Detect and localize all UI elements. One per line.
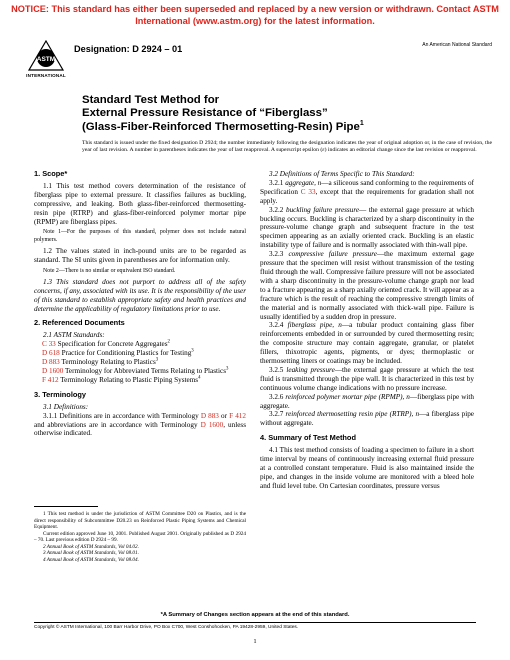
- footnote-3: 3 Annual Book of ASTM Standards, Vol 08.01.: [43, 550, 139, 556]
- section-2-1: 2.1 ASTM Standards:: [43, 331, 105, 340]
- page-number: 1: [253, 638, 257, 645]
- issuance-note: This standard is issued under the fixed designation D 2924; the number immediately following the designation indicates the year of original adoption or, in the case of revision, the year of last revision. A number in parentheses indicates the year of last reapproval. A superscript epsilon (ε) indicates an editorial change since the last revision or reapproval.: [82, 140, 492, 154]
- title-footnote-mark: 1: [359, 119, 364, 127]
- footnote-2: 2 Annual Book of ASTM Standards, Vol 04.02.: [43, 543, 139, 550]
- section-2-heading: 2. Referenced Documents: [34, 318, 125, 328]
- section-3-1-1: 3.1.1 Definitions are in accordance with Terminology D 883 or F 412 and abbreviations are in accordance with Terminology D 1600, unless otherwise indicated.: [34, 411, 246, 438]
- reference-item: D 1600 Terminology for Abbreviated Terms Relating to Plastics$^3$: [42, 366, 229, 376]
- section-1-1: 1.1 This test method covers determination of the resistance of fiberglass pipe to external pressure. It classifies failures as buckling, compressive, and leaking. Both glass-fiber-reinforced thermosetting-resin pipe (RTRP) and glass-fiber-reinforced polymer mortar pipe (RPMP) are fiberglass pipes.: [34, 181, 246, 226]
- definition-buckling-failure-pressure: 3.2.2 buckling failure pressure— the external gage pressure at which buckling occurs. Buckling is characterized by a sharp discontinuity in the pressure-volume change graph and subsequent fracture in the test specimen appearing as an axially oriented crack. Buckling is an elastic instability type of failure and is normally associated with thin-wall pipe.: [260, 205, 475, 250]
- svg-text:ASTM: ASTM: [36, 56, 56, 63]
- reference-link[interactable]: F 412: [42, 375, 59, 384]
- logo-caption: INTERNATIONAL: [26, 73, 66, 78]
- footnote-1: 1 This test method is under the jurisdiction of ASTM Committee D20 on Plastics, and is the direct responsibility of Subcommittee D20.23 on Reinforced Plastic Piping Systems and Chemical Equipment.: [34, 511, 246, 530]
- footnotes: [34, 511, 246, 563]
- section-3-1: 3.1 Definitions:: [43, 402, 89, 411]
- footer-divider: [34, 622, 476, 623]
- reference-link[interactable]: D 883: [42, 358, 60, 367]
- section-1-2: 1.2 The values stated in inch-pound units are to be regarded as standard. The SI units given in parentheses are for information only.: [34, 246, 246, 264]
- american-national-standard-label: An American National Standard: [422, 42, 492, 48]
- note-1: Note 1—For the purposes of this standard, polymer does not include natural polymers.: [34, 229, 246, 243]
- withdrawal-notice: [0, 4, 510, 27]
- footnote-divider: [34, 506, 98, 507]
- definition-rpmp: 3.2.6 reinforced polymer mortar pipe (RPMP), n—fiberglass pipe with aggregate.: [260, 392, 475, 410]
- reference-link[interactable]: F 412: [229, 411, 246, 420]
- copyright: Copyright © ASTM International, 100 Barr Harbor Drive, PO Box C700, West Conshohocken, PA 19428-2959, United States.: [34, 625, 299, 630]
- reference-link[interactable]: D 618: [42, 349, 60, 358]
- reference-link[interactable]: D 1600: [200, 420, 224, 429]
- title-line-3: (Glass-Fiber-Reinforced Thermosetting-Resin) Pipe$^1$: [82, 119, 364, 133]
- footnote-4: 4 Annual Book of ASTM Standards, Vol 08.04.: [43, 556, 139, 563]
- right-column: [260, 170, 474, 491]
- section-3-2: 3.2 Definitions of Terms Specific to This Standard:: [269, 170, 415, 178]
- section-1-3: 1.3 This standard does not purport to address all of the safety concerns, if any, associated with its use. It is the responsibility of the user of this standard to establish appropriate safety and health practices and determine the applicability of regulatory limitations prior to use.: [34, 277, 246, 313]
- reference-item: F 412 Terminology Relating to Plastic Piping Systems$^4$: [42, 375, 201, 384]
- section-4-heading: 4. Summary of Test Method: [260, 433, 356, 443]
- document-title: [82, 94, 482, 134]
- section-1-heading: 1. Scope*: [34, 169, 68, 178]
- section-3-heading: 3. Terminology: [34, 389, 87, 399]
- reference-link[interactable]: D 1600: [42, 367, 64, 376]
- designation: Designation: D 2924 – 01: [74, 44, 183, 54]
- astm-logo-icon: [26, 40, 66, 74]
- note-2: Note 2—There is no similar or equivalent ISO standard.: [43, 267, 176, 274]
- reference-link[interactable]: C 33: [300, 187, 316, 196]
- title-line-2: External Pressure Resistance of “Fiberglass”: [82, 107, 328, 120]
- reference-item: D 883 Terminology Relating to Plastics$^3$: [42, 357, 159, 367]
- definition-aggregate: 3.2.1 aggregate, n—a siliceous sand conforming to the requirements of Specification C 33, except that the requirements for gradation shall not apply.: [260, 178, 475, 205]
- definition-leaking-pressure: 3.2.5 leaking pressure—the external gage pressure at which the test fluid is transmitted through the pipe wall. It is characterized in this test by continuous volume change indications with no pressure increase.: [260, 365, 474, 392]
- reference-link[interactable]: C 33: [42, 340, 56, 349]
- footnote-1-edition: Current edition approved June 10, 2001. Published August 2001. Originally published as D 2924 – 70. Last previous edition D 2924 – 99.: [34, 530, 246, 543]
- reference-item: C 33 Specification for Concrete Aggregates$^2$: [42, 339, 170, 349]
- notice-line-2: International (www.astm.org) for the latest information.: [135, 15, 375, 26]
- definition-compressive-failure-pressure: 3.2.3 compressive failure pressure—the maximum external gage pressure that the specimen will resist without transmission of the testing fluid through the wall. Compressive failure pressure will not be associated with a sharp discontinuity in the pressure-volume change graph nor lead to a fracture appearing as a sharp axially oriented crack. It will appear as a fracture which is the result of reaching the compressive strength limits of the material and is normally associated with thick-wall pipe. Failure is usually identified by a sudden drop in pressure.: [260, 250, 474, 321]
- left-column: [34, 170, 246, 438]
- reference-item: D 618 Practice for Conditioning Plastics for Testing$^3$: [42, 348, 194, 358]
- summary-of-changes-note: *A Summary of Changes section appears at the end of this standard.: [160, 612, 350, 618]
- definition-fiberglass-pipe: 3.2.4 fiberglass pipe, n—a tubular product containing glass fiber reinforcements embedded in or surrounded by cured thermosetting resin; the composite structure may contain aggregate, granular, or platelet fillers, thixotropic agents, pigments, or dyes; thermoplastic or thermosetting liners or coatings may be included.: [260, 321, 474, 366]
- section-4-1: 4.1 This test method consists of loading a specimen to failure in a short time interval by means of continuously increasing external fluid pressure at a controlled constant temperature. Fluid is also maintained inside the pipe, and changes in the inside volume are monitored with a bleed hole and fluid level tube. On Cartesian coordinates, pressure versus: [260, 446, 474, 490]
- definition-rtrp: 3.2.7 reinforced thermosetting resin pipe (RTRP), n—a fiberglass pipe without aggregate.: [260, 410, 474, 428]
- reference-link[interactable]: D 883: [200, 411, 219, 420]
- title-line-1: Standard Test Method for: [82, 94, 220, 106]
- notice-line-1: NOTICE: This standard has either been superseded and replaced by a new version or withdrawn. Contact ASTM: [11, 4, 499, 14]
